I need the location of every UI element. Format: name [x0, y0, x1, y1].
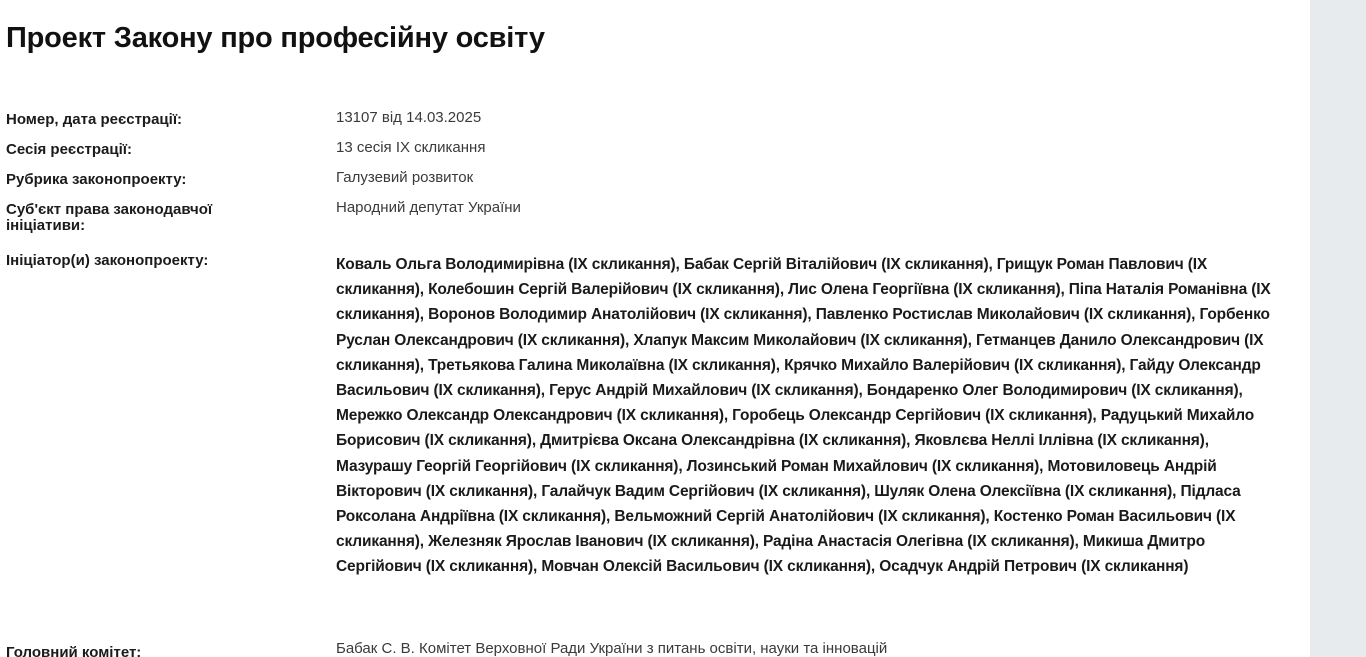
rubric-value: Галузевий розвиток [336, 169, 474, 186]
session-label: Сесія реєстрації: [6, 141, 132, 158]
subject-value: Народний депутат України [336, 199, 521, 216]
subject-label: Суб'єкт права законодавчої ініціативи: [6, 201, 213, 234]
side-panel [1310, 0, 1366, 657]
session-value: 13 сесія IX скликання [336, 139, 486, 156]
committee-label: Головний комітет: [6, 644, 142, 657]
committee-value: Бабак С. В. Комітет Верховної Ради України з питань освіти, науки та інновацій [336, 640, 888, 657]
initiators-list: Коваль Ольга Володимирівна (IX скликання), Бабак Сергій Віталійович (IX скликання), Грищук Роман Павлович (IX скликання), Колебошин Сергій Валерійович (IX скликання), Лис Олена Георгіївна (IX скликання), Піпа Наталія Романівна (IX скликання), Воронов Володимир Анатолійович (IX скликання), Павленко Ростислав Миколайович (IX скликання), Горбенко Руслан Олександрович (IX скликання), Хлапук Максим Миколайович (IX скликання), Гетманцев Данило Олександрович (IX скликання), Третьякова Галина Миколаївна (IX скликання), Крячко Михайло Валерійович (IX скликання), Гайду Олександр Васильович (IX скликання), Герус Андрій Михайлович (IX скликання), Бондаренко Олег Володимирович (IX скликання), Мережко Олександр Олександрович (IX скликання), Горобець Олександр Сергійович (IX скликання), Радуцький Михайло Борисович (IX скликання), Дмитрієва Оксана Олександрівна (IX скликання), Яковлєва Неллі Іллівна (IX скликання), Мазурашу Георгій Георгійович (IX скликання), Лозинський Роман Михайлович (IX скликання), Мотовиловець Андрій Вікторович (IX скликання), Галайчук Вадим Сергійович (IX скликання), Шуляк Олена Олексіївна (IX скликання), Підласа Роксолана Андріївна (IX скликання), Вельможний Сергій Анатолійович (IX скликання), Костенко Роман Васильович (IX скликання), Железняк Ярослав Іванович (IX скликання), Радіна Анастасія Олегівна (IX скликання), Микиша Дмитро Сергійович (IX скликання), Мовчан Олексій Васильович (IX скликання), Осадчук Андрій Петрович (IX скликання) [336, 256, 1271, 576]
reg-number-label: Номер, дата реєстрації: [6, 111, 183, 128]
page-title: Проект Закону про професійну освіту [6, 22, 545, 54]
rubric-label: Рубрика законопроекту: [6, 171, 187, 188]
reg-number-value: 13107 від 14.03.2025 [336, 109, 482, 126]
initiators-label: Ініціатор(и) законопроекту: [6, 252, 209, 269]
